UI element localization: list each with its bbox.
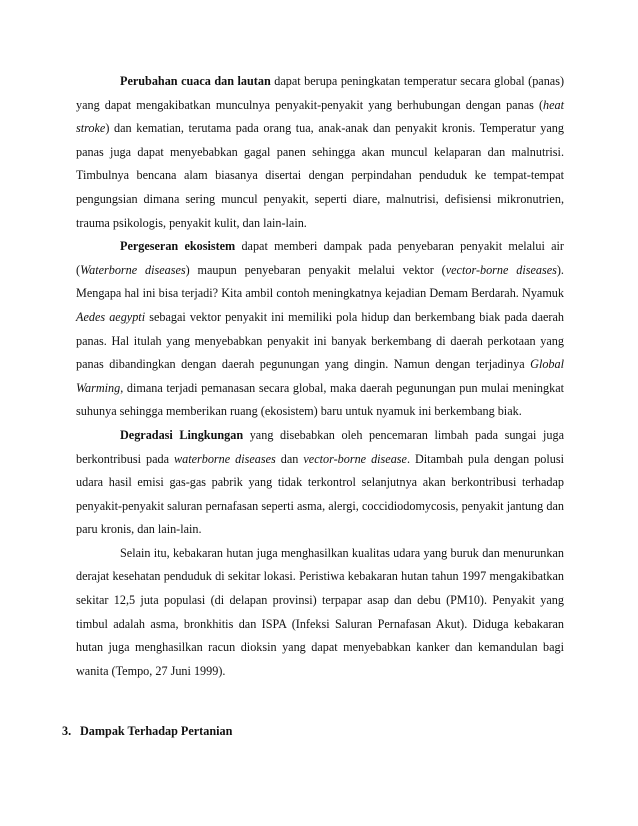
paragraph-environment-degradation-run: . Ditambah pula dengan polusi udara hasil emisi gas-gas pabrik yang tidak terkontrol selanjutnya akan berkontribusi terhadap penyakit-penyakit saluran pernafasan seperti asma, alergi, coccidiodomycosis, penyakit jantung dan paru kronis, dan lain-lain.: [76, 451, 564, 537]
paragraph-weather-ocean-run: ) dan kematian, terutama pada orang tua, anak-anak dan penyakit kronis. Temperatur yang panas juga dapat menyebabkan gagal panen sehingga akan muncul kelaparan dan malnutrisi. Timbulnya bencana alam biasanya disertai dengan perpindahan penduduk ke tempat-tempat pengungsian dimana sering muncul penyakit, seperti diare, malnutrisi, defisiensi mikronutrien, trauma psikologis, penyakit kulit, dan lain-lain.: [76, 121, 564, 230]
paragraph-weather-ocean-run: dapat berupa peningkatan temperatur secara global (panas) yang dapat mengakibatkan munculnya penyakit-penyakit yang berhubungan dengan panas (: [76, 74, 564, 112]
paragraph-environment-degradation-run: waterborne diseases: [173, 451, 276, 466]
paragraph-environment-degradation-run: vector-borne disease: [303, 451, 407, 466]
paragraph-ecosystem-shift-run: , dimana terjadi pemanasan secara global, maka daerah pegunungan pun mulai meningkat suhunya sehingga memberikan ruang (ekosistem) baru untuk nyamuk ini berkembang biak.: [76, 380, 564, 419]
paragraph-forest-fire-run: Selain itu, kebakaran hutan juga menghasilkan kualitas udara yang buruk dan menurunkan derajat kesehatan penduduk di sekitar lokasi. Peristiwa kebakaran hutan tahun 1997 mengakibatkan sekitar 12,5 juta populasi (di delapan provinsi) terpapar asap dan debu (PM10). Penyakit yang timbul adalah asma, bronkhitis dan ISPA (Infeksi Saluran Pernafasan Akut). Diduga kebakaran hutan juga menghasilkan racun dioksin yang dapat menyebabkan kanker dan kemandulan bagi wanita (Tempo, 27 Juni 1999).: [76, 545, 564, 678]
paragraph-ecosystem-shift-run: sebagai vektor penyakit ini memiliki pola hidup dan berkembang biak pada daerah panas. Hal itulah yang menyebabkan penyakit ini banyak berkembang di daerah perkotaan yang panas dibandingkan dengan daerah pegunungan yang dingin. Namun dengan terjadinya: [76, 309, 564, 372]
paragraph-environment-degradation-run: Degradasi Lingkungan: [120, 427, 244, 442]
paragraph-ecosystem-shift: [76, 235, 564, 424]
paragraph-environment-degradation-run: yang disebabkan oleh pencemaran limbah pada sungai juga berkontribusi pada: [76, 427, 564, 466]
paragraph-ecosystem-shift-run: Aedes aegypti: [76, 309, 146, 324]
paragraph-ecosystem-shift-run: Waterborne diseases: [80, 262, 186, 277]
paragraph-ecosystem-shift-run: Global Warming: [76, 357, 564, 395]
paragraph-weather-ocean-run: heat stroke: [76, 97, 564, 136]
paragraph-ecosystem-shift-run: ). Mengapa hal ini bisa terjadi? Kita ambil contoh meningkatnya kejadian Demam Berdarah. Nyamuk: [76, 262, 564, 301]
paragraph-ecosystem-shift-run: Pergeseran ekosistem: [120, 239, 236, 254]
paragraph-weather-ocean: [76, 70, 564, 235]
paragraph-environment-degradation: [76, 424, 564, 542]
paragraph-ecosystem-shift-run: dapat memberi dampak pada penyebaran penyakit melalui air (: [76, 239, 564, 277]
paragraph-ecosystem-shift-run: ) maupun penyebaran penyakit melalui vektor (: [185, 262, 446, 277]
body-text: [76, 70, 564, 683]
paragraph-weather-ocean-run: Perubahan cuaca dan lautan: [120, 74, 271, 88]
paragraph-ecosystem-shift-run: vector-borne diseases: [445, 262, 557, 277]
section-number: 3.: [62, 724, 72, 738]
paragraph-environment-degradation-run: dan: [275, 451, 304, 466]
section-title: Dampak Terhadap Pertanian: [80, 724, 233, 738]
paragraph-forest-fire: [76, 542, 564, 684]
section-heading: [62, 720, 232, 744]
